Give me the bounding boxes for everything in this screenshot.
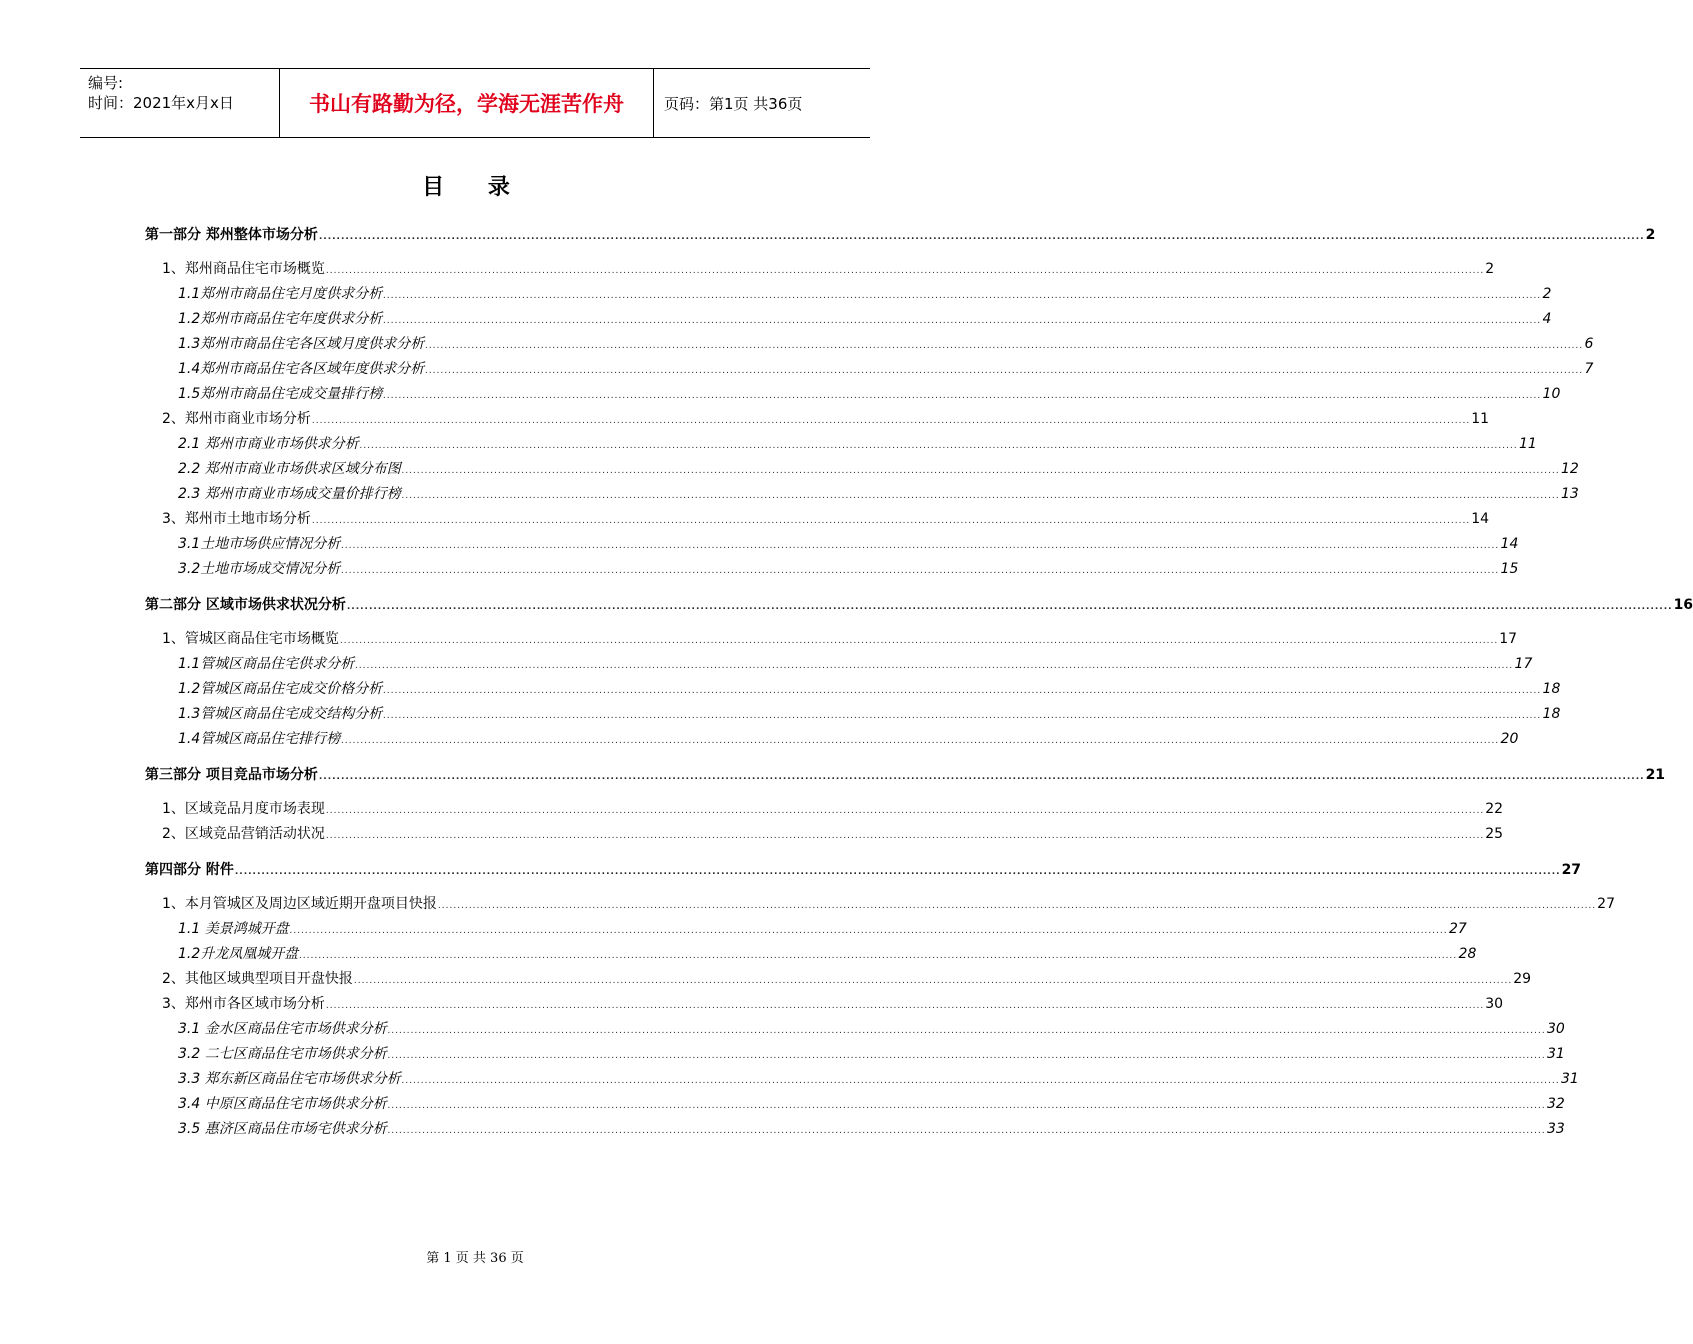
- toc-title: 目 录: [422, 174, 528, 200]
- toc-entry-label: 3.5 惠济区商品住市场宅供求分析: [178, 1121, 387, 1137]
- toc-entry-page: 2: [1645, 227, 1656, 243]
- toc-entry[interactable]: [178, 310, 1552, 328]
- toc-entry-page: 13: [1560, 486, 1579, 502]
- toc-entry-page: 29: [1513, 971, 1532, 987]
- toc-entry-label: 3.3 郑东新区商品住宅市场供求分析: [178, 1071, 401, 1087]
- toc-entry-page: 7: [1584, 361, 1594, 377]
- toc-entry-label: 3.1土地市场供应情况分析: [178, 536, 341, 552]
- toc-leader-dots: ............................................................................................................................................................................................................................................................................................................: [234, 867, 1561, 877]
- toc-entry[interactable]: [145, 226, 1656, 244]
- toc-leader-dots: ............................................................................................................................................................................................................................................................................................................: [383, 316, 1542, 326]
- toc-entry-page: 14: [1500, 536, 1519, 552]
- toc-entry[interactable]: [162, 510, 1490, 528]
- toc-entry-page: 27: [1448, 921, 1467, 937]
- toc-leader-dots: ............................................................................................................................................................................................................................................................................................................: [401, 466, 1560, 476]
- toc-entry-label: 第一部分 郑州整体市场分析: [145, 227, 318, 243]
- toc-entry-page: 27: [1597, 896, 1615, 912]
- toc-entry-page: 31: [1560, 1071, 1579, 1087]
- toc-entry-label: 2、郑州市商业市场分析: [162, 411, 311, 427]
- toc-entry[interactable]: [178, 1070, 1579, 1088]
- toc-leader-dots: ............................................................................................................................................................................................................................................................................................................: [387, 1051, 1546, 1061]
- toc-entry-label: 1.2管城区商品住宅成交价格分析: [178, 681, 383, 697]
- toc-entry-page: 4: [1542, 311, 1552, 327]
- toc-leader-dots: ............................................................................................................................................................................................................................................................................................................: [401, 1076, 1560, 1086]
- toc-entry-label: 1.4管城区商品住宅排行榜: [178, 731, 341, 747]
- time-label: 时间：2021年x月x日: [88, 94, 234, 112]
- toc-entry-label: 第四部分 附件: [145, 862, 234, 878]
- toc-leader-dots: ............................................................................................................................................................................................................................................................................................................: [401, 491, 1560, 501]
- toc-entry[interactable]: [162, 410, 1490, 428]
- toc-entry-label: 1.4郑州市商品住宅各区域年度供求分析: [178, 361, 425, 377]
- toc-entry[interactable]: [178, 335, 1594, 353]
- toc-entry[interactable]: [162, 800, 1504, 818]
- header-page-info: 页码：第1页 共36页: [664, 94, 803, 113]
- toc-entry-page: 17: [1499, 631, 1518, 647]
- toc-entry-page: 25: [1485, 826, 1504, 842]
- toc-entry-label: 3、郑州市土地市场分析: [162, 511, 311, 527]
- toc-leader-dots: ............................................................................................................................................................................................................................................................................................................: [383, 711, 1542, 721]
- toc-entry[interactable]: [162, 630, 1518, 648]
- toc-entry-page: 33: [1546, 1121, 1565, 1137]
- toc-entry[interactable]: [178, 1020, 1565, 1038]
- toc-entry-page: 20: [1500, 731, 1519, 747]
- toc-entry-label: 3.1 金水区商品住宅市场供求分析: [178, 1021, 387, 1037]
- toc-leader-dots: ............................................................................................................................................................................................................................................................................................................: [355, 661, 1514, 671]
- page-footer: 第 1 页 共 36 页: [426, 1251, 524, 1266]
- toc-entry[interactable]: [178, 485, 1579, 503]
- toc-entry-label: 1、管城区商品住宅市场概览: [162, 631, 339, 647]
- toc-entry-page: 30: [1485, 996, 1504, 1012]
- toc-entry-page: 17: [1514, 656, 1533, 672]
- toc-entry-label: 3.4 中原区商品住宅市场供求分析: [178, 1096, 387, 1112]
- toc-entry-label: 第三部分 项目竞品市场分析: [145, 767, 318, 783]
- toc-entry[interactable]: [178, 1095, 1565, 1113]
- page-header: [80, 68, 870, 138]
- toc-entry-page: 31: [1546, 1046, 1565, 1062]
- toc-entry-label: 1、本月管城区及周边区域近期开盘项目快报: [162, 896, 437, 912]
- toc-leader-dots: ............................................................................................................................................................................................................................................................................................................: [437, 901, 1597, 911]
- toc-entry[interactable]: [145, 861, 1582, 879]
- toc-entry-page: 32: [1546, 1096, 1565, 1112]
- toc-entry[interactable]: [178, 460, 1579, 478]
- toc-leader-dots: ............................................................................................................................................................................................................................................................................................................: [425, 366, 1584, 376]
- toc-entry[interactable]: [162, 260, 1495, 278]
- toc-entry[interactable]: [178, 535, 1519, 553]
- toc-leader-dots: ............................................................................................................................................................................................................................................................................................................: [341, 566, 1500, 576]
- toc-entry[interactable]: [178, 730, 1519, 748]
- toc-leader-dots: ............................................................................................................................................................................................................................................................................................................: [325, 1001, 1485, 1011]
- toc-leader-dots: ............................................................................................................................................................................................................................................................................................................: [325, 806, 1485, 816]
- toc-entry-label: 1.5郑州市商品住宅成交量排行榜: [178, 386, 383, 402]
- toc-leader-dots: ............................................................................................................................................................................................................................................................................................................: [299, 951, 1458, 961]
- toc-entry[interactable]: [178, 680, 1561, 698]
- toc-entry-page: 18: [1542, 706, 1561, 722]
- toc-entry-label: 2、区域竞品营销活动状况: [162, 826, 325, 842]
- toc-entry[interactable]: [178, 1120, 1565, 1138]
- toc-leader-dots: ............................................................................................................................................................................................................................................................................................................: [346, 602, 1673, 612]
- toc-entry-page: 11: [1518, 436, 1537, 452]
- toc-entry-page: 6: [1584, 336, 1594, 352]
- toc-entry-page: 30: [1546, 1021, 1565, 1037]
- toc-entry[interactable]: [162, 970, 1532, 988]
- toc-entry[interactable]: [178, 435, 1537, 453]
- toc-entry-page: 14: [1471, 511, 1490, 527]
- toc-entry-page: 27: [1561, 862, 1582, 878]
- toc-leader-dots: ............................................................................................................................................................................................................................................................................................................: [387, 1101, 1546, 1111]
- toc-entry-label: 3、郑州市各区域市场分析: [162, 996, 325, 1012]
- toc-entry-page: 15: [1500, 561, 1519, 577]
- toc-leader-dots: ............................................................................................................................................................................................................................................................................................................: [425, 341, 1584, 351]
- toc-leader-dots: ............................................................................................................................................................................................................................................................................................................: [339, 636, 1499, 646]
- toc-entry-page: 21: [1645, 767, 1666, 783]
- toc-leader-dots: ............................................................................................................................................................................................................................................................................................................: [289, 926, 1448, 936]
- header-motto: 书山有路勤为径，学海无涯苦作舟: [280, 69, 654, 137]
- toc-entry-label: 2.1 郑州市商业市场供求分析: [178, 436, 359, 452]
- toc-leader-dots: ............................................................................................................................................................................................................................................................................................................: [353, 976, 1513, 986]
- toc-entry-label: 1.3管城区商品住宅成交结构分析: [178, 706, 383, 722]
- toc-leader-dots: ............................................................................................................................................................................................................................................................................................................: [318, 232, 1645, 242]
- toc-leader-dots: ............................................................................................................................................................................................................................................................................................................: [311, 516, 1471, 526]
- toc-leader-dots: ............................................................................................................................................................................................................................................................................................................: [359, 441, 1518, 451]
- toc-entry-label: 1、区域竞品月度市场表现: [162, 801, 325, 817]
- header-meta: [80, 69, 280, 137]
- toc-entry[interactable]: [178, 705, 1561, 723]
- toc-entry[interactable]: [178, 655, 1533, 673]
- toc-entry[interactable]: [162, 895, 1615, 913]
- toc-leader-dots: ............................................................................................................................................................................................................................................................................................................: [325, 266, 1485, 276]
- toc-leader-dots: ............................................................................................................................................................................................................................................................................................................: [387, 1026, 1546, 1036]
- toc-entry-label: 1.1管城区商品住宅供求分析: [178, 656, 355, 672]
- serial-label: 编号:: [88, 74, 124, 92]
- toc-entry[interactable]: [178, 1045, 1565, 1063]
- toc-leader-dots: ............................................................................................................................................................................................................................................................................................................: [341, 541, 1500, 551]
- toc-entry[interactable]: [178, 920, 1467, 938]
- toc-entry[interactable]: [162, 825, 1504, 843]
- toc-leader-dots: ............................................................................................................................................................................................................................................................................................................: [311, 416, 1471, 426]
- toc-entry-page: 28: [1458, 946, 1477, 962]
- toc-entry-label: 1、郑州商品住宅市场概览: [162, 261, 325, 277]
- toc-entry-page: 11: [1471, 411, 1490, 427]
- toc-entry-label: 1.2升龙凤凰城开盘: [178, 946, 299, 962]
- toc-leader-dots: ............................................................................................................................................................................................................................................................................................................: [383, 291, 1542, 301]
- toc-entry-label: 3.2 二七区商品住宅市场供求分析: [178, 1046, 387, 1062]
- toc-entry[interactable]: [178, 945, 1477, 963]
- toc-leader-dots: ............................................................................................................................................................................................................................................................................................................: [325, 831, 1485, 841]
- toc-entry-label: 2、其他区域典型项目开盘快报: [162, 971, 353, 987]
- toc-entry-label: 3.2土地市场成交情况分析: [178, 561, 341, 577]
- toc-leader-dots: ............................................................................................................................................................................................................................................................................................................: [318, 772, 1645, 782]
- toc-entry-page: 12: [1560, 461, 1579, 477]
- toc-leader-dots: ............................................................................................................................................................................................................................................................................................................: [387, 1126, 1546, 1136]
- toc-entry-label: 2.2 郑州市商业市场供求区域分布图: [178, 461, 401, 477]
- toc-entry[interactable]: [178, 560, 1519, 578]
- toc-entry-page: 10: [1542, 386, 1561, 402]
- toc-leader-dots: ............................................................................................................................................................................................................................................................................................................: [383, 391, 1542, 401]
- toc-entry-page: 18: [1542, 681, 1561, 697]
- toc-entry-label: 2.3 郑州市商业市场成交量价排行榜: [178, 486, 401, 502]
- toc-leader-dots: ............................................................................................................................................................................................................................................................................................................: [341, 736, 1500, 746]
- toc-leader-dots: ............................................................................................................................................................................................................................................................................................................: [383, 686, 1542, 696]
- toc-entry[interactable]: [178, 385, 1561, 403]
- toc-entry[interactable]: [162, 995, 1504, 1013]
- toc-entry[interactable]: [178, 285, 1552, 303]
- toc-entry-label: 1.2郑州市商品住宅年度供求分析: [178, 311, 383, 327]
- toc-entry-label: 1.1 美景鸿城开盘: [178, 921, 289, 937]
- toc-entry-label: 1.3郑州市商品住宅各区域月度供求分析: [178, 336, 425, 352]
- toc-entry-page: 2: [1542, 286, 1552, 302]
- toc-entry-label: 1.1郑州市商品住宅月度供求分析: [178, 286, 383, 302]
- toc-entry[interactable]: [178, 360, 1594, 378]
- toc-entry-page: 22: [1485, 801, 1504, 817]
- toc-entry-page: 2: [1485, 261, 1495, 277]
- toc-entry[interactable]: [145, 766, 1666, 784]
- toc-entry-page: 16: [1673, 597, 1693, 613]
- toc-entry[interactable]: [145, 596, 1693, 614]
- toc-entry-label: 第二部分 区域市场供求状况分析: [145, 597, 346, 613]
